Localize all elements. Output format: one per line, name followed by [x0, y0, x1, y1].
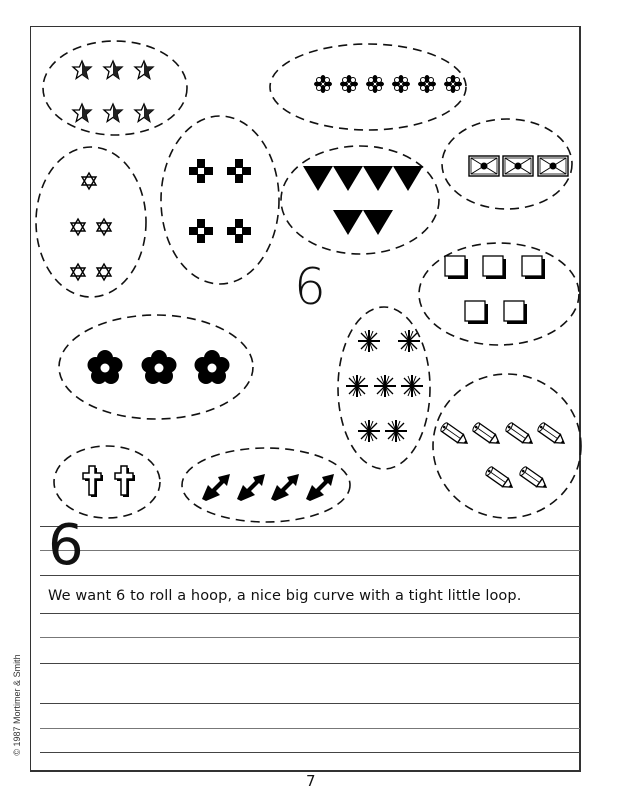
- page-number: 7: [306, 772, 316, 790]
- copyright-notice: © 1987 Mortimer & Smith: [12, 654, 22, 756]
- practice-line[interactable]: [40, 752, 580, 753]
- writing-line-base: [40, 575, 580, 576]
- practice-line[interactable]: [40, 728, 580, 729]
- practice-line[interactable]: [40, 703, 580, 704]
- writing-line-mid: [40, 550, 580, 551]
- practice-line[interactable]: [40, 663, 580, 664]
- featured-numeral: 6: [294, 258, 326, 316]
- writing-line-top: [40, 526, 580, 527]
- instruction-sentence: We want 6 to roll a hoop, a nice big curve with a tight little loop.: [48, 588, 522, 604]
- practice-line[interactable]: [40, 637, 580, 638]
- model-numeral-trace: 6: [48, 513, 84, 578]
- practice-line[interactable]: [40, 613, 580, 614]
